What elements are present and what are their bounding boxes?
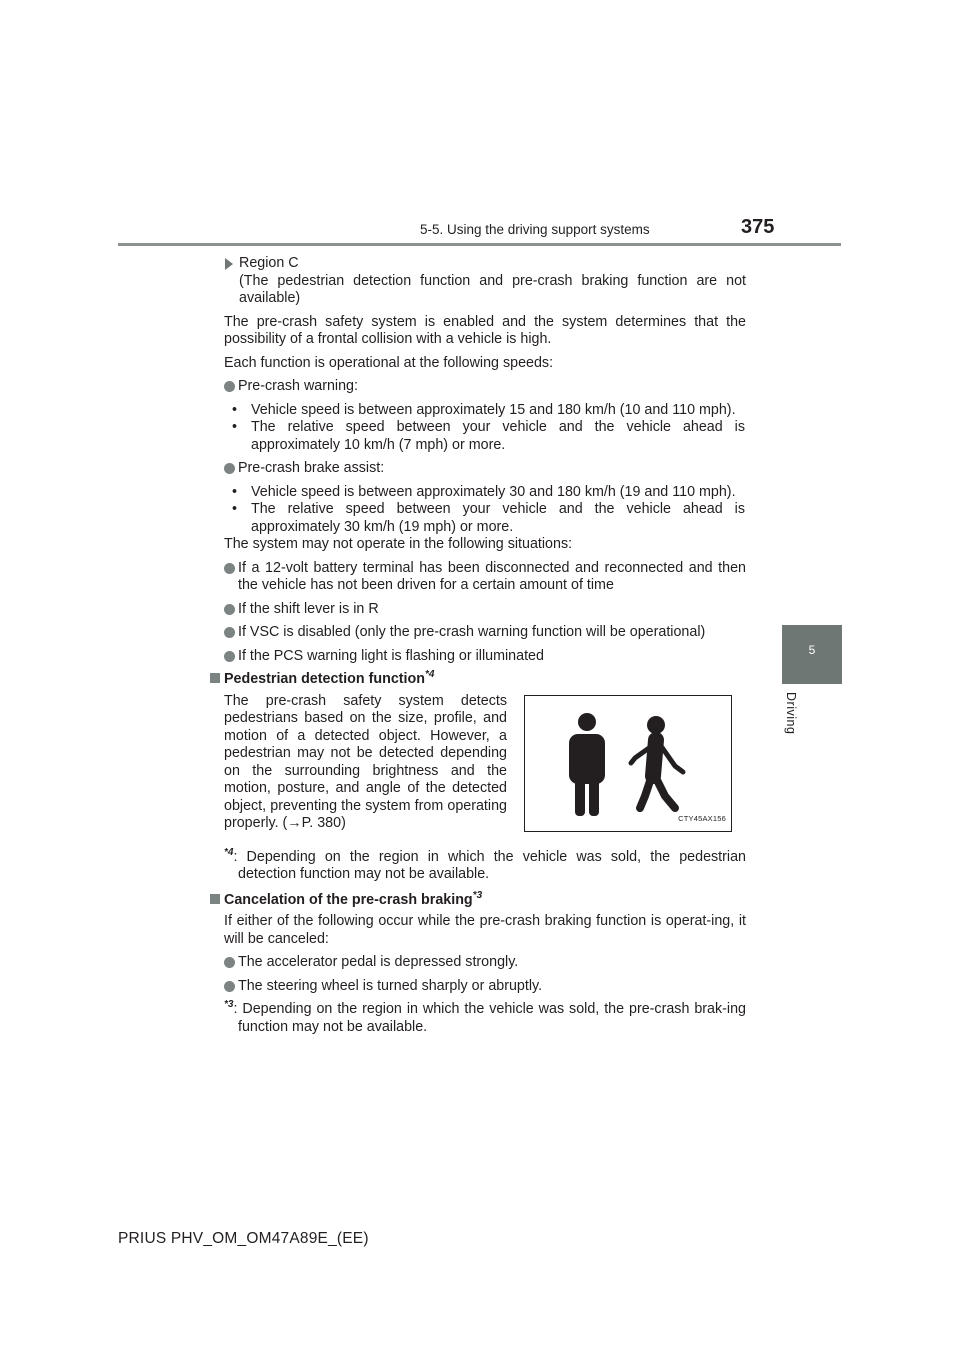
page-content: [224, 255, 746, 1044]
region-c-note: (The pedestrian detection function and pre-crash braking function are not available): [239, 272, 746, 306]
not-operate-item: [224, 560, 746, 595]
bullet-dot-icon: [224, 957, 235, 968]
function-item-brake-assist: [224, 460, 746, 478]
bullet-dot-icon: [224, 604, 235, 615]
bullet-dot-icon: [224, 563, 235, 574]
intro-paragraph: Each function is operational at the following speeds:: [224, 354, 554, 371]
condition-item: [224, 484, 746, 502]
footnote-marker: *3: [224, 999, 234, 1011]
not-operate-intro: The system may not operate in the following situations:: [224, 536, 573, 552]
footnote-text: : Depending on the region in which the vehicle was sold, the pedestrian detection function may not be available.: [233, 848, 746, 882]
not-operate-text: If the PCS warning light is flashing or illuminated: [238, 647, 544, 664]
pedestrian-heading-text: Pedestrian detection function: [224, 671, 425, 687]
condition-item: [224, 402, 746, 420]
square-bullet-icon: [210, 894, 220, 904]
function-label: Pre-crash brake assist:: [238, 460, 385, 476]
header-rule: [118, 243, 841, 246]
cancel-item-text: The steering wheel is turned sharply or abruptly.: [238, 977, 543, 994]
footnote-text: : Depending on the region in which the vehicle was sold, the pre-crash brak-ing function may not be available.: [233, 1001, 746, 1035]
cancel-item-text: The accelerator pedal is depressed strongly.: [238, 954, 519, 970]
pedestrian-figure: [524, 695, 732, 832]
not-operate-item: [224, 601, 746, 619]
bullet-dot-icon: [224, 981, 235, 992]
not-operate-item: [224, 648, 746, 666]
footnote-ref: *4: [424, 669, 435, 681]
brake-assist-conditions: [224, 484, 746, 537]
not-operate-item: [224, 624, 746, 642]
condition-text: The relative speed between your vehicle and the vehicle ahead is approximately 30 km/h (19 mph) or more.: [251, 501, 745, 535]
footnote-ref: *3: [472, 889, 483, 901]
cancel-heading: [210, 889, 746, 910]
cancel-item: [224, 978, 746, 996]
page-number: 375: [741, 216, 775, 238]
bullet-dot-icon: [224, 651, 235, 662]
sub-bullet-icon: •: [232, 483, 238, 500]
function-label: Pre-crash warning:: [238, 378, 358, 394]
document-id: PRIUS PHV_OM_OM47A89E_(EE): [118, 1230, 369, 1247]
sub-bullet-icon: •: [232, 419, 238, 435]
intro-paragraph: The pre-crash safety system is enabled and the system determines that the possibility of a frontal collision with a vehicle is high.: [224, 313, 746, 347]
not-operate-text: If the shift lever is in R: [238, 600, 379, 617]
figure-code: CTY45AX156: [678, 814, 726, 823]
cancel-item: [224, 954, 746, 972]
triangle-bullet-icon: [225, 258, 233, 270]
footnote-marker: *4: [224, 846, 234, 858]
condition-item: [224, 419, 746, 454]
chapter-tab-label: Driving: [784, 692, 798, 735]
bullet-dot-icon: [224, 381, 235, 392]
not-operate-text: If VSC is disabled (only the pre-crash warning function will be operational): [238, 624, 706, 640]
not-operate-text: If a 12-volt battery terminal has been disconnected and reconnected and then the vehicle has not been driven for a certain amount of time: [238, 559, 746, 593]
condition-text: The relative speed between your vehicle and the vehicle ahead is approximately 10 km/h (7 mph) or more.: [251, 419, 745, 453]
function-item-warning: [224, 378, 746, 396]
section-title: 5-5. Using the driving support systems: [420, 222, 650, 237]
condition-item: [224, 501, 746, 536]
cancel-body: If either of the following occur while the pre-crash braking function is operat-ing, it will be canceled:: [224, 913, 746, 947]
condition-text: Vehicle speed is between approximately 15 and 180 km/h (10 and 110 mph).: [251, 401, 736, 418]
footnote-3: [210, 1001, 746, 1036]
footnote-4: [210, 846, 746, 884]
region-c-title: Region C: [239, 255, 299, 271]
pedestrian-heading: [210, 671, 746, 689]
bullet-dot-icon: [224, 627, 235, 638]
pedestrian-figure-row: [224, 693, 746, 839]
condition-text: Vehicle speed is between approximately 30 and 180 km/h (19 and 110 mph).: [251, 483, 736, 500]
square-bullet-icon: [210, 673, 220, 683]
warning-conditions: [224, 402, 746, 455]
cancel-heading-text: Cancelation of the pre-crash braking: [224, 891, 473, 908]
sub-bullet-icon: •: [232, 401, 238, 418]
walking-pedestrian-icon: [631, 716, 683, 808]
standing-pedestrian-icon: [569, 713, 605, 816]
pedestrian-body: The pre-crash safety system detects pedestrians based on the size, profile, and motion of a detected object. However, a pedestrian may not be detected depending on the surrounding brightness and the motion, posture, and angle of the detected object, preventing the system from operating properly. (→P. 380): [224, 692, 507, 831]
sub-bullet-icon: •: [232, 501, 238, 517]
region-c-item: [224, 255, 746, 308]
bullet-dot-icon: [224, 463, 235, 474]
chapter-tab-number: 5: [808, 643, 816, 657]
